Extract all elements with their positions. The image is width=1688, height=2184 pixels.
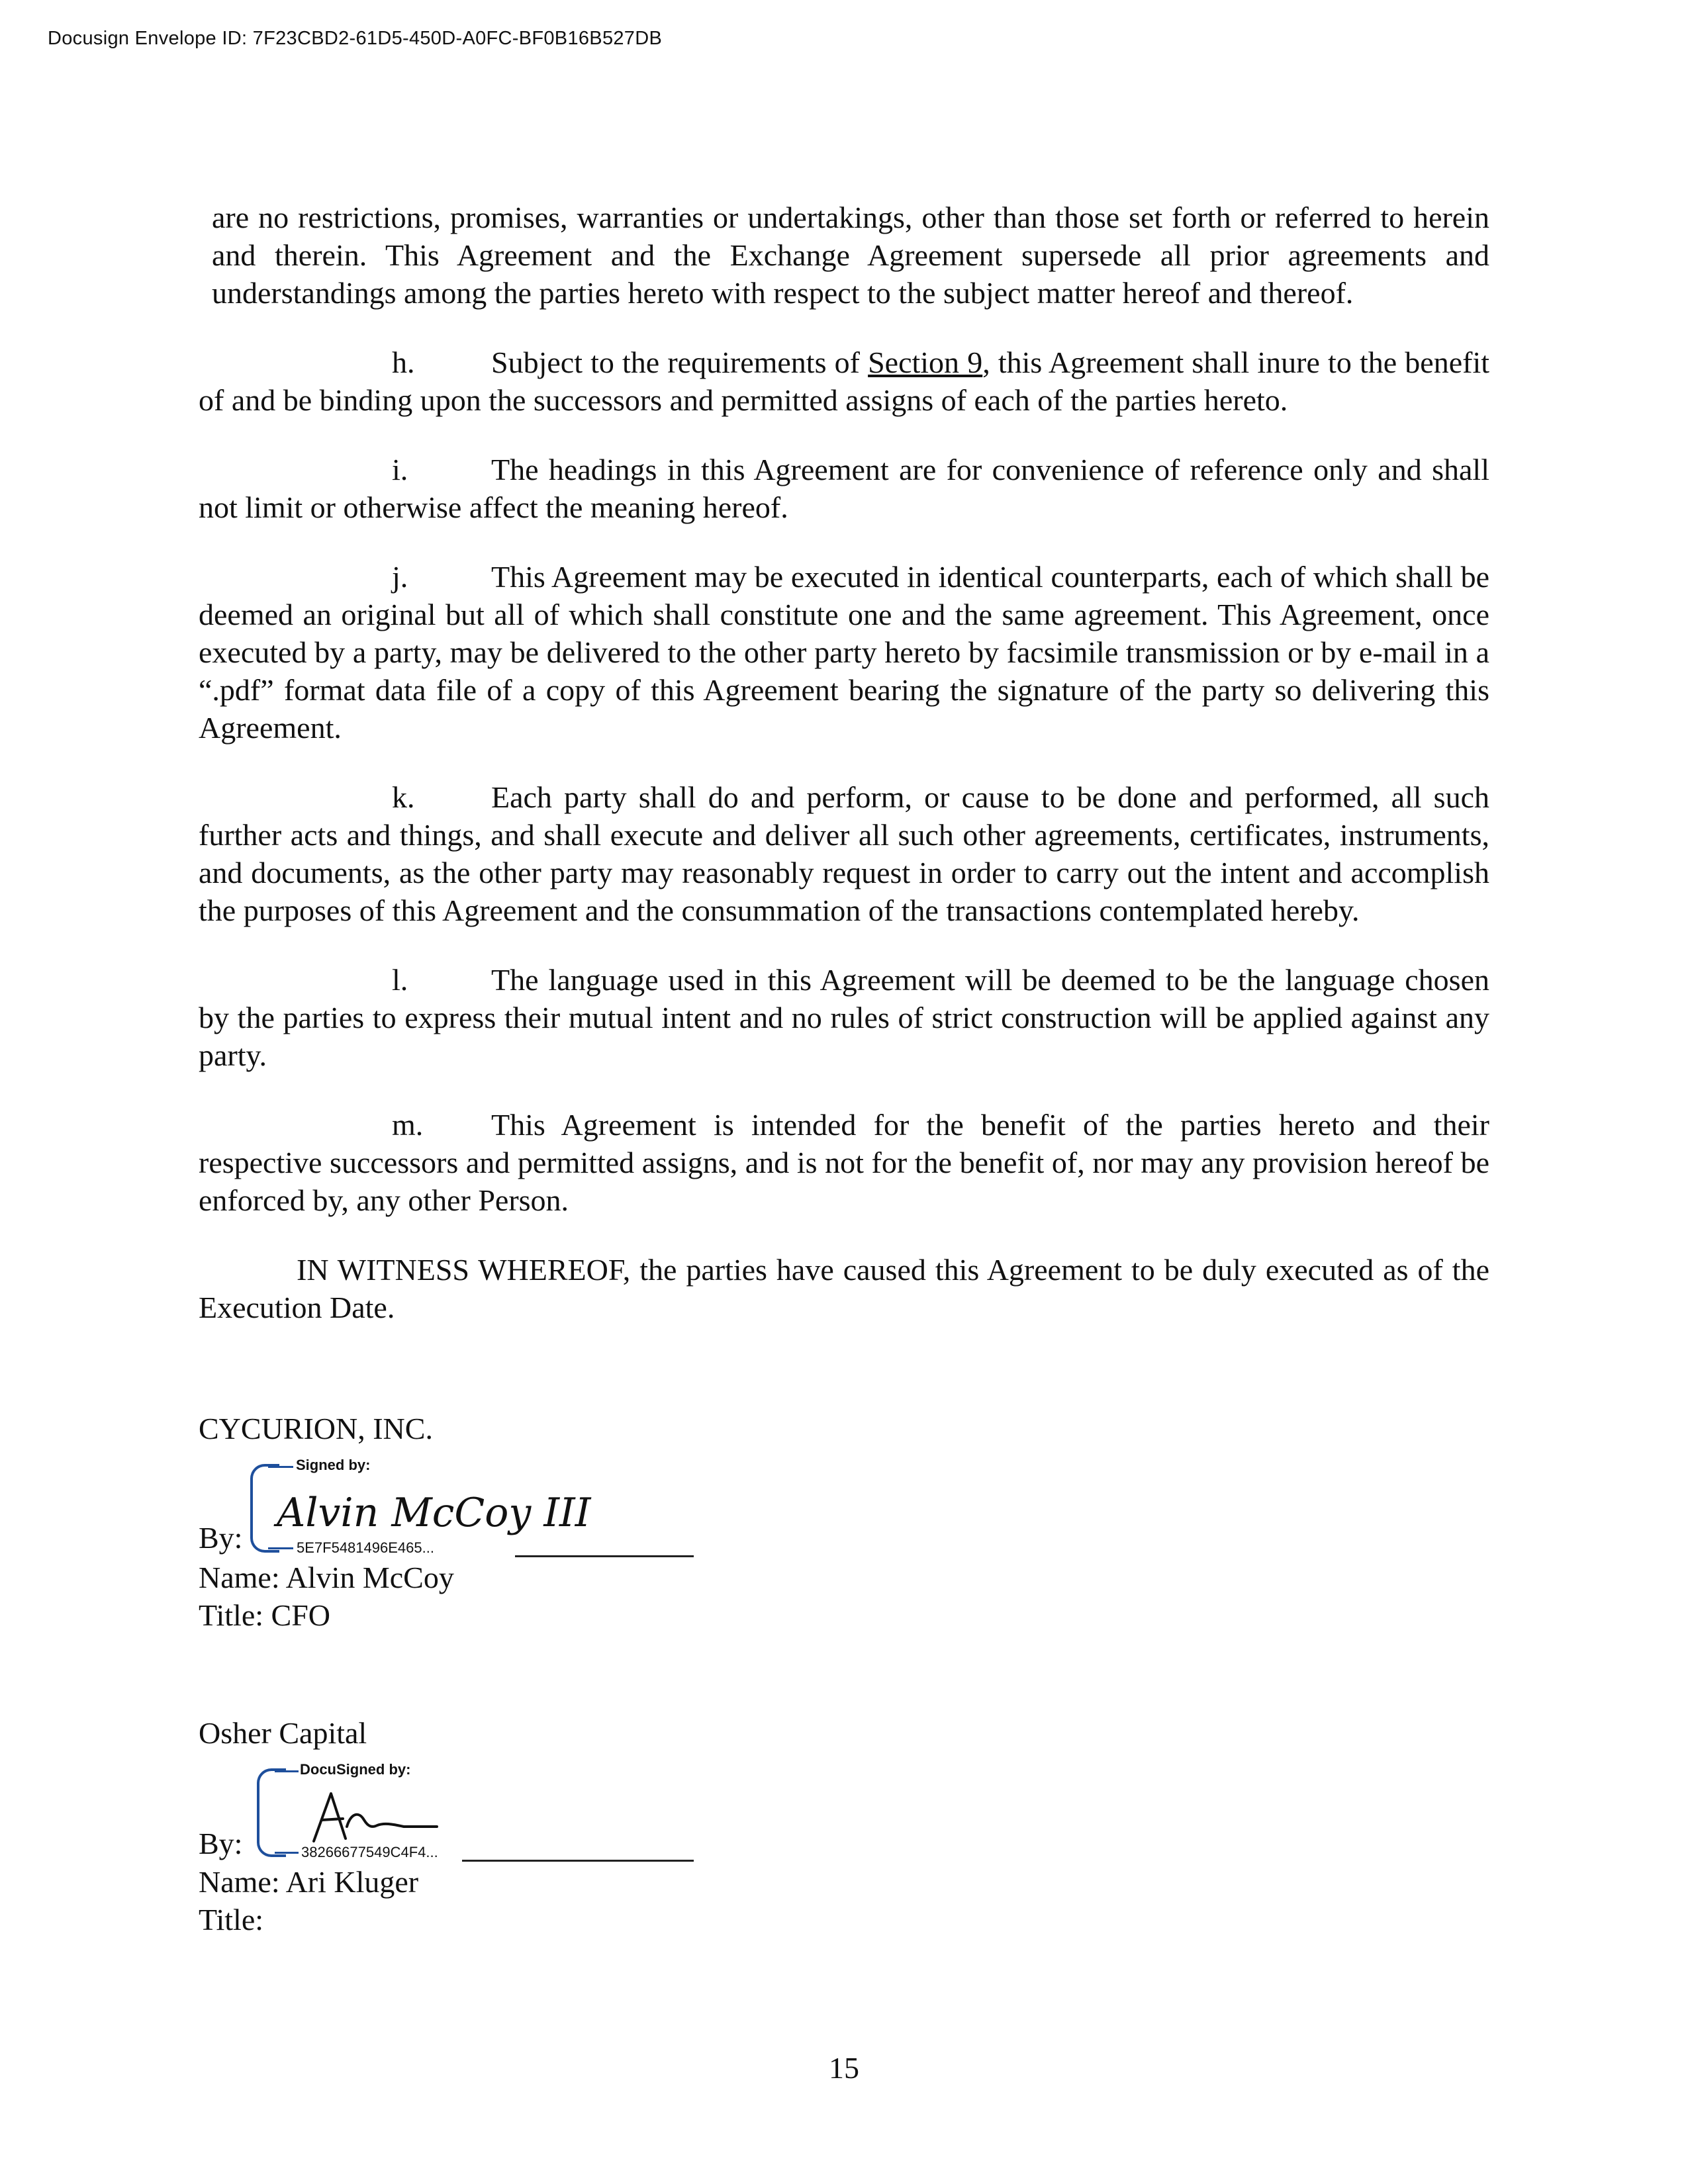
continuation-paragraph: are no restrictions, promises, warranties or undertakings, other than those set forth or referred to herein and therein. This Agreement and the Exchange Agreement supersede all prior agreements and understandings among the parties hereto with respect to the subject matter hereof and thereof. [212, 201, 1489, 310]
section-k-text: Each party shall do and perform, or cause to be done and performed, all such further acts and things, and shall execute and deliver all such other agreements, certificates, instruments, and documents, as the other party may reasonably request in order to carry out the intent and accomplish the purposes of this Agreement and the consummation of the transactions contemplated hereby. [199, 780, 1489, 927]
signature-frame-bracket [257, 1768, 286, 1857]
by-label-2: By: [199, 1827, 243, 1860]
section-k [199, 778, 1489, 929]
alvin-mccoy-signature [271, 1486, 591, 1539]
section-j-text: This Agreement may be executed in identical counterparts, each of which shall be deemed an original but all of which shall constitute one and the same agreement. This Agreement, once executed by a party, may be delivered to the other party hereto by facsimile transmission or by e-mail in a “.pdf” format data file of a copy of this Agreement bearing the signature of the party so delivering this Agreement. [199, 560, 1489, 745]
signer-name-1: Name: Alvin McCoy [199, 1561, 454, 1594]
docusigned-by-caption: DocuSigned by: [300, 1761, 411, 1778]
section-i-label: i. [392, 453, 408, 486]
signer-title-2: Title: [199, 1903, 264, 1936]
section-h-text-before: Subject to the requirements of [491, 345, 868, 379]
signer-title-1: Title: CFO [199, 1598, 331, 1632]
signature-frame-tick [268, 1547, 293, 1549]
document-body [199, 199, 1489, 1358]
signature-frame-tick [275, 1852, 299, 1854]
section-9-reference: Section 9 [868, 345, 983, 379]
section-h [199, 343, 1489, 419]
section-m [199, 1106, 1489, 1219]
section-l-text: The language used in this Agreement will be deemed to be the language chosen by the parties to express their mutual intent and no rules of strict construction will be applied against any party. [199, 963, 1489, 1072]
company-cycurion: CYCURION, INC. [199, 1412, 433, 1445]
section-j-label: j. [392, 560, 408, 594]
section-l [199, 961, 1489, 1074]
section-j [199, 558, 1489, 747]
section-l-label: l. [392, 963, 408, 997]
signed-by-caption: Signed by: [296, 1457, 371, 1473]
signature-line-2 [462, 1860, 694, 1862]
section-i-text: The headings in this Agreement are for convenience of reference only and shall not limit or otherwise affect the meaning hereof. [199, 453, 1489, 524]
signature-frame-tick [275, 1770, 299, 1772]
svg-text:AK: AK [305, 1787, 306, 1788]
signer-name-2: Name: Ari Kluger [199, 1865, 419, 1899]
section-i [199, 451, 1489, 526]
company-osher-capital: Osher Capital [199, 1716, 367, 1750]
ari-kluger-signature [305, 1787, 450, 1846]
by-label-1: By: [199, 1521, 243, 1555]
docusign-envelope-id: Docusign Envelope ID: 7F23CBD2-61D5-450D-A0FC-BF0B16B527DB [48, 28, 663, 49]
signer-id-1: 5E7F5481496E465... [297, 1539, 434, 1556]
section-m-label: m. [392, 1108, 424, 1142]
page-number: 15 [829, 2051, 859, 2085]
section-k-label: k. [392, 780, 415, 814]
section-h-text-after: , this Agreement shall inure to the benefit of and be binding upon the successors and permitted assigns of each of the parties hereto. [199, 345, 1490, 417]
signature-line-1 [515, 1555, 694, 1557]
section-h-label: h. [392, 345, 415, 379]
witness-clause: IN WITNESS WHEREOF, the parties have caused this Agreement to be duly executed as of the Execution Date. [199, 1253, 1489, 1324]
svg-text:Alvin McCoy III: Alvin McCoy III [277, 1490, 591, 1536]
signer-id-2: 38266677549C4F4... [301, 1844, 438, 1860]
section-m-text: This Agreement is intended for the benefit of the parties hereto and their respective successors and permitted assigns, and is not for the benefit of, nor may any provision hereof be enforced by, any other Person. [199, 1108, 1489, 1217]
signature-frame-tick [268, 1466, 293, 1468]
